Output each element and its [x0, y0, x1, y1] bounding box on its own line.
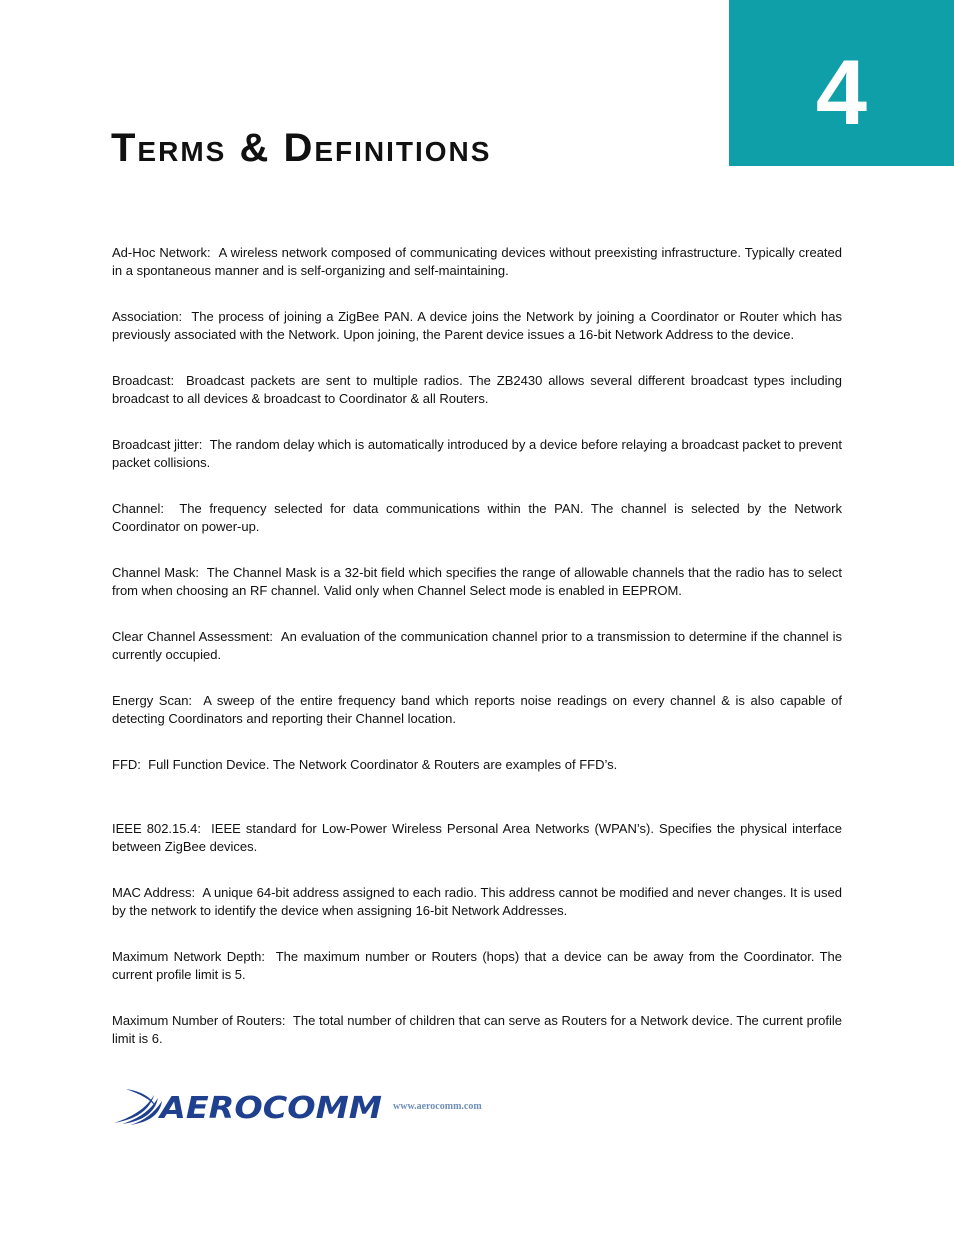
definition-term: MAC Address: — [112, 885, 196, 900]
definition-text: Broadcast packets are sent to multiple radios. The ZB2430 allows several different broadcast types including broadcast to all devices & broadcast to Coordinator & all Routers. — [112, 373, 842, 406]
definition-text: A wireless network composed of communicating devices without preexisting infrastructure. Typically created in a spontaneous manner and is self-organizing and self-maintaining. — [112, 245, 842, 278]
chapter-number-box — [729, 0, 954, 166]
definition-text: Full Function Device. The Network Coordinator & Routers are examples of FFD’s. — [148, 757, 618, 772]
page-title: Terms & Definitions — [111, 126, 492, 170]
definition-entry — [112, 372, 842, 436]
definition-entry — [112, 628, 842, 692]
footer-url[interactable]: www.aerocomm.com — [393, 1101, 482, 1112]
definition-text: The frequency selected for data communications within the PAN. The channel is selected by the Network Coordinator on power-up. — [112, 501, 842, 534]
definition-term: Clear Channel Assessment: — [112, 629, 274, 644]
definition-entry — [112, 948, 842, 1012]
definition-text: The random delay which is automatically introduced by a device before relaying a broadcast packet to prevent packet collisions. — [112, 437, 842, 470]
definition-term: Ad-Hoc Network: — [112, 245, 211, 260]
chapter-number: 4 — [815, 41, 868, 144]
definition-entry — [112, 756, 842, 820]
definition-entry — [112, 820, 842, 884]
definition-entry — [112, 500, 842, 564]
definition-text: A unique 64-bit address assigned to each radio. This address cannot be modified and never changes. It is used by the network to identify the device when assigning 16-bit Network Addresses. — [112, 885, 842, 918]
definition-term: Channel Mask: — [112, 565, 199, 580]
definition-term: FFD: — [112, 757, 141, 772]
definition-entry — [112, 564, 842, 628]
definition-entry — [112, 884, 842, 948]
definition-term: Energy Scan: — [112, 693, 193, 708]
definition-text: An evaluation of the communication channel prior to a transmission to determine if the channel is currently occupied. — [112, 629, 842, 662]
definition-entry — [112, 436, 842, 500]
aerocomm-logo — [112, 1083, 387, 1128]
definition-entry — [112, 244, 842, 308]
definition-entry — [112, 692, 842, 756]
definition-term: Association: — [112, 309, 183, 324]
definition-term: Channel: — [112, 501, 165, 516]
definition-term: Broadcast jitter: — [112, 437, 203, 452]
definition-text: IEEE standard for Low-Power Wireless Personal Area Networks (WPAN’s). Specifies the physical interface between ZigBee devices. — [112, 821, 842, 854]
definition-term: Maximum Number of Routers: — [112, 1013, 286, 1028]
definition-text: The maximum number or Routers (hops) that a device can be away from the Coordinator. The current profile limit is 5. — [112, 949, 842, 982]
definition-entry — [112, 1012, 842, 1076]
definition-entry — [112, 308, 842, 372]
definition-text: The total number of children that can serve as Routers for a Network device. The current profile limit is 6. — [112, 1013, 842, 1046]
logo-text: AEROCOMM — [157, 1091, 383, 1126]
definition-text: The Channel Mask is a 32-bit field which specifies the range of allowable channels that the radio has to select from when choosing an RF channel. Valid only when Channel Select mode is enabled in EEPROM. — [112, 565, 842, 598]
definitions-list — [112, 244, 842, 1076]
definition-term: Broadcast: — [112, 373, 175, 388]
definition-text: A sweep of the entire frequency band which reports noise readings on every channel & is also capable of detecting Coordinators and reporting their Channel location. — [112, 693, 842, 726]
definition-term: IEEE 802.15.4: — [112, 821, 201, 836]
definition-text: The process of joining a ZigBee PAN. A device joins the Network by joining a Coordinator or Router which has previously associated with the Network. Upon joining, the Parent device issues a 16-bit Network Address to the device. — [112, 309, 842, 342]
definition-term: Maximum Network Depth: — [112, 949, 266, 964]
